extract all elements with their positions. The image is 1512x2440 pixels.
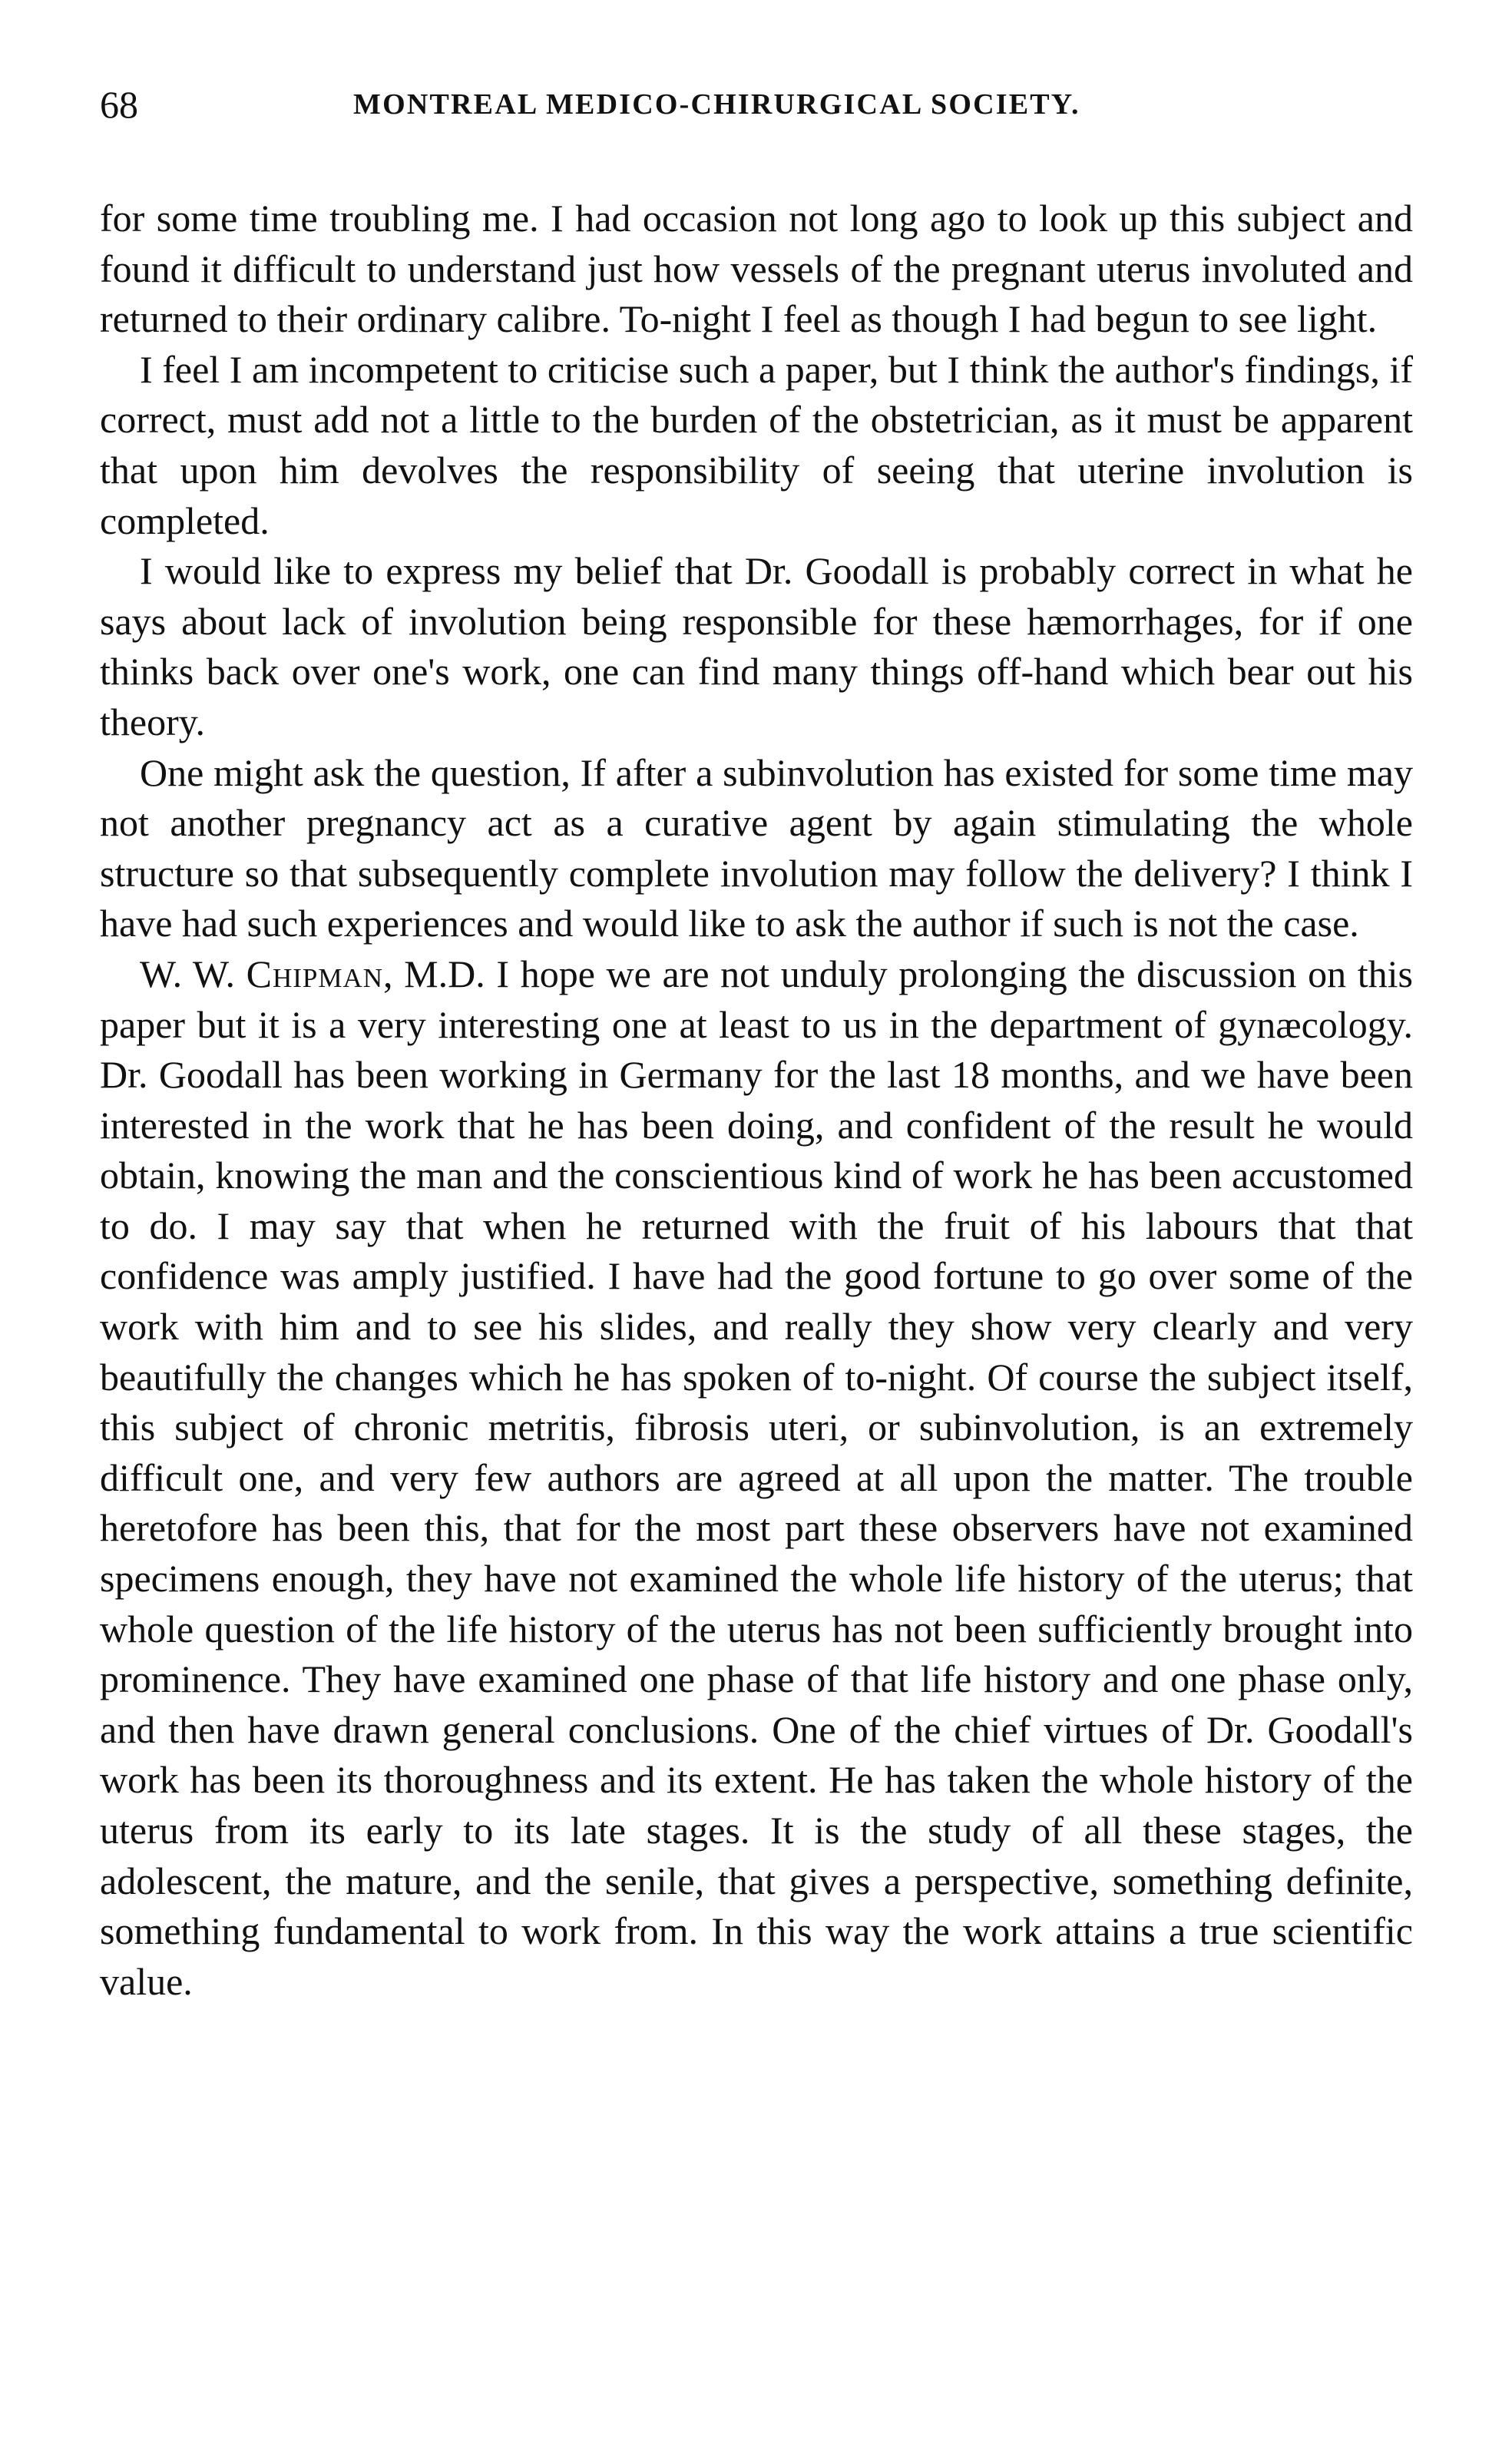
chipman-remarks: I hope we are not unduly prolonging the discussion on this paper but it is a very interesting one at least to us in the department of gynæcology. Dr. Goodall has been working in Germany for the last 18 months, and we have been interested in the work that he has been doing, and confident of the result he would obtain, knowing the man and the conscientious kind of work he has been accustomed to do. I may say that when he returned with the fruit of his labours that that confidence was amply justified. I have had the good fortune to go over some of the work with him and to see his slides, and really they show very clearly and very beautifully the changes which he has spoken of to-night. Of course the subject itself, this subject of chronic metritis, fibrosis uteri, or subinvolution, is an extremely difficult one, and very few authors are agreed at all upon the matter. The trouble heretofore has been this, that for the most part these observers have not examined specimens enough, they have not examined the whole life history of the uterus; that whole question of the life history of the uterus has not been sufficiently brought into prominence. They have examined one phase of that life history and one phase only, and then have drawn general conclusions. One of the chief virtues of Dr. Goodall's work has been its thoroughness and its extent. He has taken the whole history of the uterus from its early to its late stages. It is the study of all these stages, the adolescent, the mature, and the senile, that gives a perspective, something definite, something fundamental to work from. In this way the work attains a true scientific value. bbox=[100, 952, 1413, 2003]
paragraph-belief-goodall-correct: I would like to express my belief that Dr. Goodall is probably correct in what he says about lack of involution being responsible for these hæmorrhages, for if one thinks back over one's work, one can find many things off-hand which bear out his theory. bbox=[100, 549, 1413, 743]
book-page bbox=[100, 74, 1413, 2007]
speaker-degree: , M.D. bbox=[383, 952, 485, 995]
speaker-initials: W. W. bbox=[140, 952, 246, 995]
paragraph-chipman-discussion bbox=[100, 949, 1413, 2007]
speaker-name: Chipman bbox=[246, 952, 384, 995]
paragraph-incompetent-to-criticise: I feel I am incompetent to criticise such a paper, but I think the author's findings, if correct, must add not a little to the burden of the obstetrician, as it must be apparent that upon him devolves the responsibility of seeing that uterine involution is completed. bbox=[100, 347, 1413, 542]
paragraph-subinvolution-question: One might ask the question, If after a subinvolution has existed for some time may not another pregnancy act as a curative agent by again stimulating the whole structure so that subsequently complete involution may follow the delivery? I think I have had such experiences and would like to ask the author if such is not the case. bbox=[100, 750, 1413, 945]
running-head bbox=[100, 74, 1413, 135]
body-text bbox=[100, 194, 1413, 2007]
paragraph-continuation: for some time troubling me. I had occasion not long ago to look up this subject and found it difficult to understand just how vessels of the pregnant uterus involuted and returned to their ordinary calibre. To-night I feel as though I had begun to see light. bbox=[100, 197, 1413, 341]
page-number: 68 bbox=[100, 83, 138, 126]
journal-title: MONTREAL MEDICO-CHIRURGICAL SOCIETY. bbox=[353, 88, 1080, 121]
